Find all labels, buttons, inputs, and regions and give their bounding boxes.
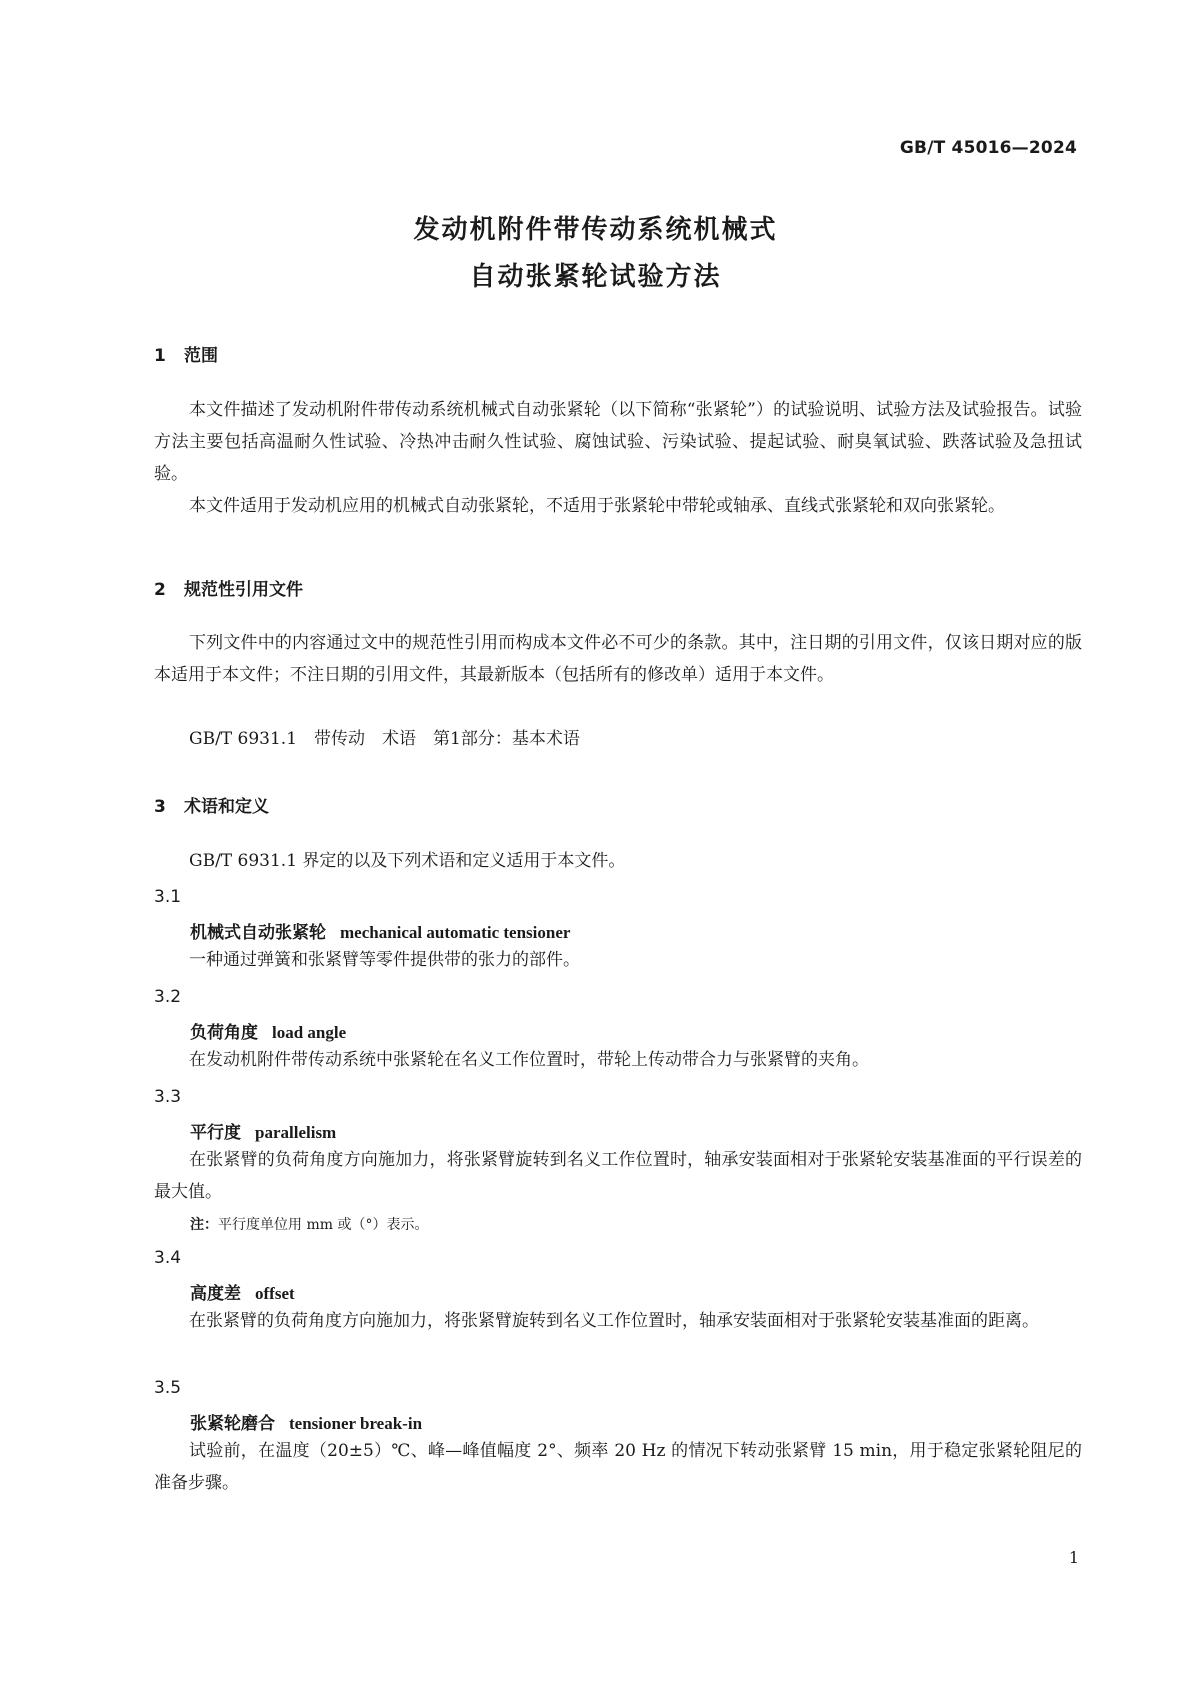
term-number: 3.3 — [154, 1087, 182, 1107]
section-title: 规范性引用文件 — [184, 580, 303, 600]
term-number: 3.4 — [154, 1248, 182, 1268]
term-heading — [190, 1118, 336, 1143]
term-definition: 一种通过弹簧和张紧臂等零件提供带的张力的部件。 — [189, 950, 580, 970]
term-heading — [190, 1409, 422, 1434]
term-en: mechanical automatic tensioner — [340, 923, 571, 942]
section-number: 1 — [154, 346, 166, 366]
term-definition: 在张紧臂的负荷角度方向施加力，将张紧臂旋转到名义工作位置时，轴承安装面相对于张紧轮安装基准面的距离。 — [189, 1311, 1039, 1331]
section-1-paragraph-1: 本文件描述了发动机附件带传动系统机械式自动张紧轮（以下简称“张紧轮”）的试验说明、试验方法及试验报告。试验方法主要包括高温耐久性试验、冷热冲击耐久性试验、腐蚀试验、污染试验、提起试验、耐臭氧试验、跌落试验及急扭试验。 — [154, 400, 1082, 484]
term-definition: 在张紧臂的负荷角度方向施加力，将张紧臂旋转到名义工作位置时，轴承安装面相对于张紧轮安装基准面的平行误差的最大值。 — [154, 1150, 1082, 1202]
section-number: 2 — [154, 580, 166, 600]
note-label: 注： — [190, 1217, 218, 1233]
term-definition: 试验前，在温度（20±5）℃、峰—峰值幅度 2°、频率 20 Hz 的情况下转动张紧臂 15 min，用于稳定张紧轮阻尼的准备步骤。 — [154, 1441, 1082, 1493]
term-heading — [190, 918, 570, 943]
section-1-paragraph-2: 本文件适用于发动机应用的机械式自动张紧轮，不适用于张紧轮中带轮或轴承、直线式张紧轮和双向张紧轮。 — [189, 496, 1005, 516]
section-3-intro: GB/T 6931.1 界定的以及下列术语和定义适用于本文件。 — [189, 851, 626, 871]
section-number: 3 — [154, 797, 166, 817]
term-zh: 机械式自动张紧轮 — [190, 923, 326, 943]
note-text: 平行度单位用 mm 或（°）表示。 — [218, 1217, 429, 1233]
term-en: load angle — [272, 1023, 347, 1042]
term-number: 3.1 — [154, 887, 182, 907]
normative-reference: GB/T 6931.1 带传动 术语 第1部分：基本术语 — [189, 729, 580, 749]
term-en: offset — [255, 1284, 295, 1303]
term-number: 3.5 — [154, 1378, 182, 1398]
document-title-line-1: 发动机附件带传动系统机械式 — [413, 215, 778, 245]
term-en: tensioner break-in — [289, 1414, 423, 1433]
term-en: parallelism — [255, 1123, 337, 1142]
page-number: 1 — [1068, 1548, 1079, 1567]
term-zh: 负荷角度 — [190, 1023, 258, 1043]
section-2-paragraph-1: 下列文件中的内容通过文中的规范性引用而构成本文件必不可少的条款。其中，注日期的引用文件，仅该日期对应的版本适用于本文件；不注日期的引用文件，其最新版本（包括所有的修改单）适用于本文件。 — [154, 633, 1082, 685]
document-title-line-2: 自动张紧轮试验方法 — [469, 262, 722, 292]
section-2-heading — [154, 575, 303, 600]
section-3-heading — [154, 792, 269, 817]
section-title: 术语和定义 — [184, 797, 269, 817]
term-note — [190, 1214, 428, 1234]
term-definition: 在发动机附件带传动系统中张紧轮在名义工作位置时，带轮上传动带合力与张紧臂的夹角。 — [189, 1050, 869, 1070]
section-title: 范围 — [184, 346, 218, 366]
standard-code: GB/T 45016—2024 — [899, 138, 1077, 158]
term-heading — [190, 1018, 346, 1043]
term-number: 3.2 — [154, 987, 182, 1007]
term-zh: 高度差 — [190, 1284, 241, 1304]
term-zh: 平行度 — [190, 1123, 241, 1143]
section-1-heading — [154, 341, 218, 366]
term-zh: 张紧轮磨合 — [190, 1414, 275, 1434]
term-heading — [190, 1279, 295, 1304]
